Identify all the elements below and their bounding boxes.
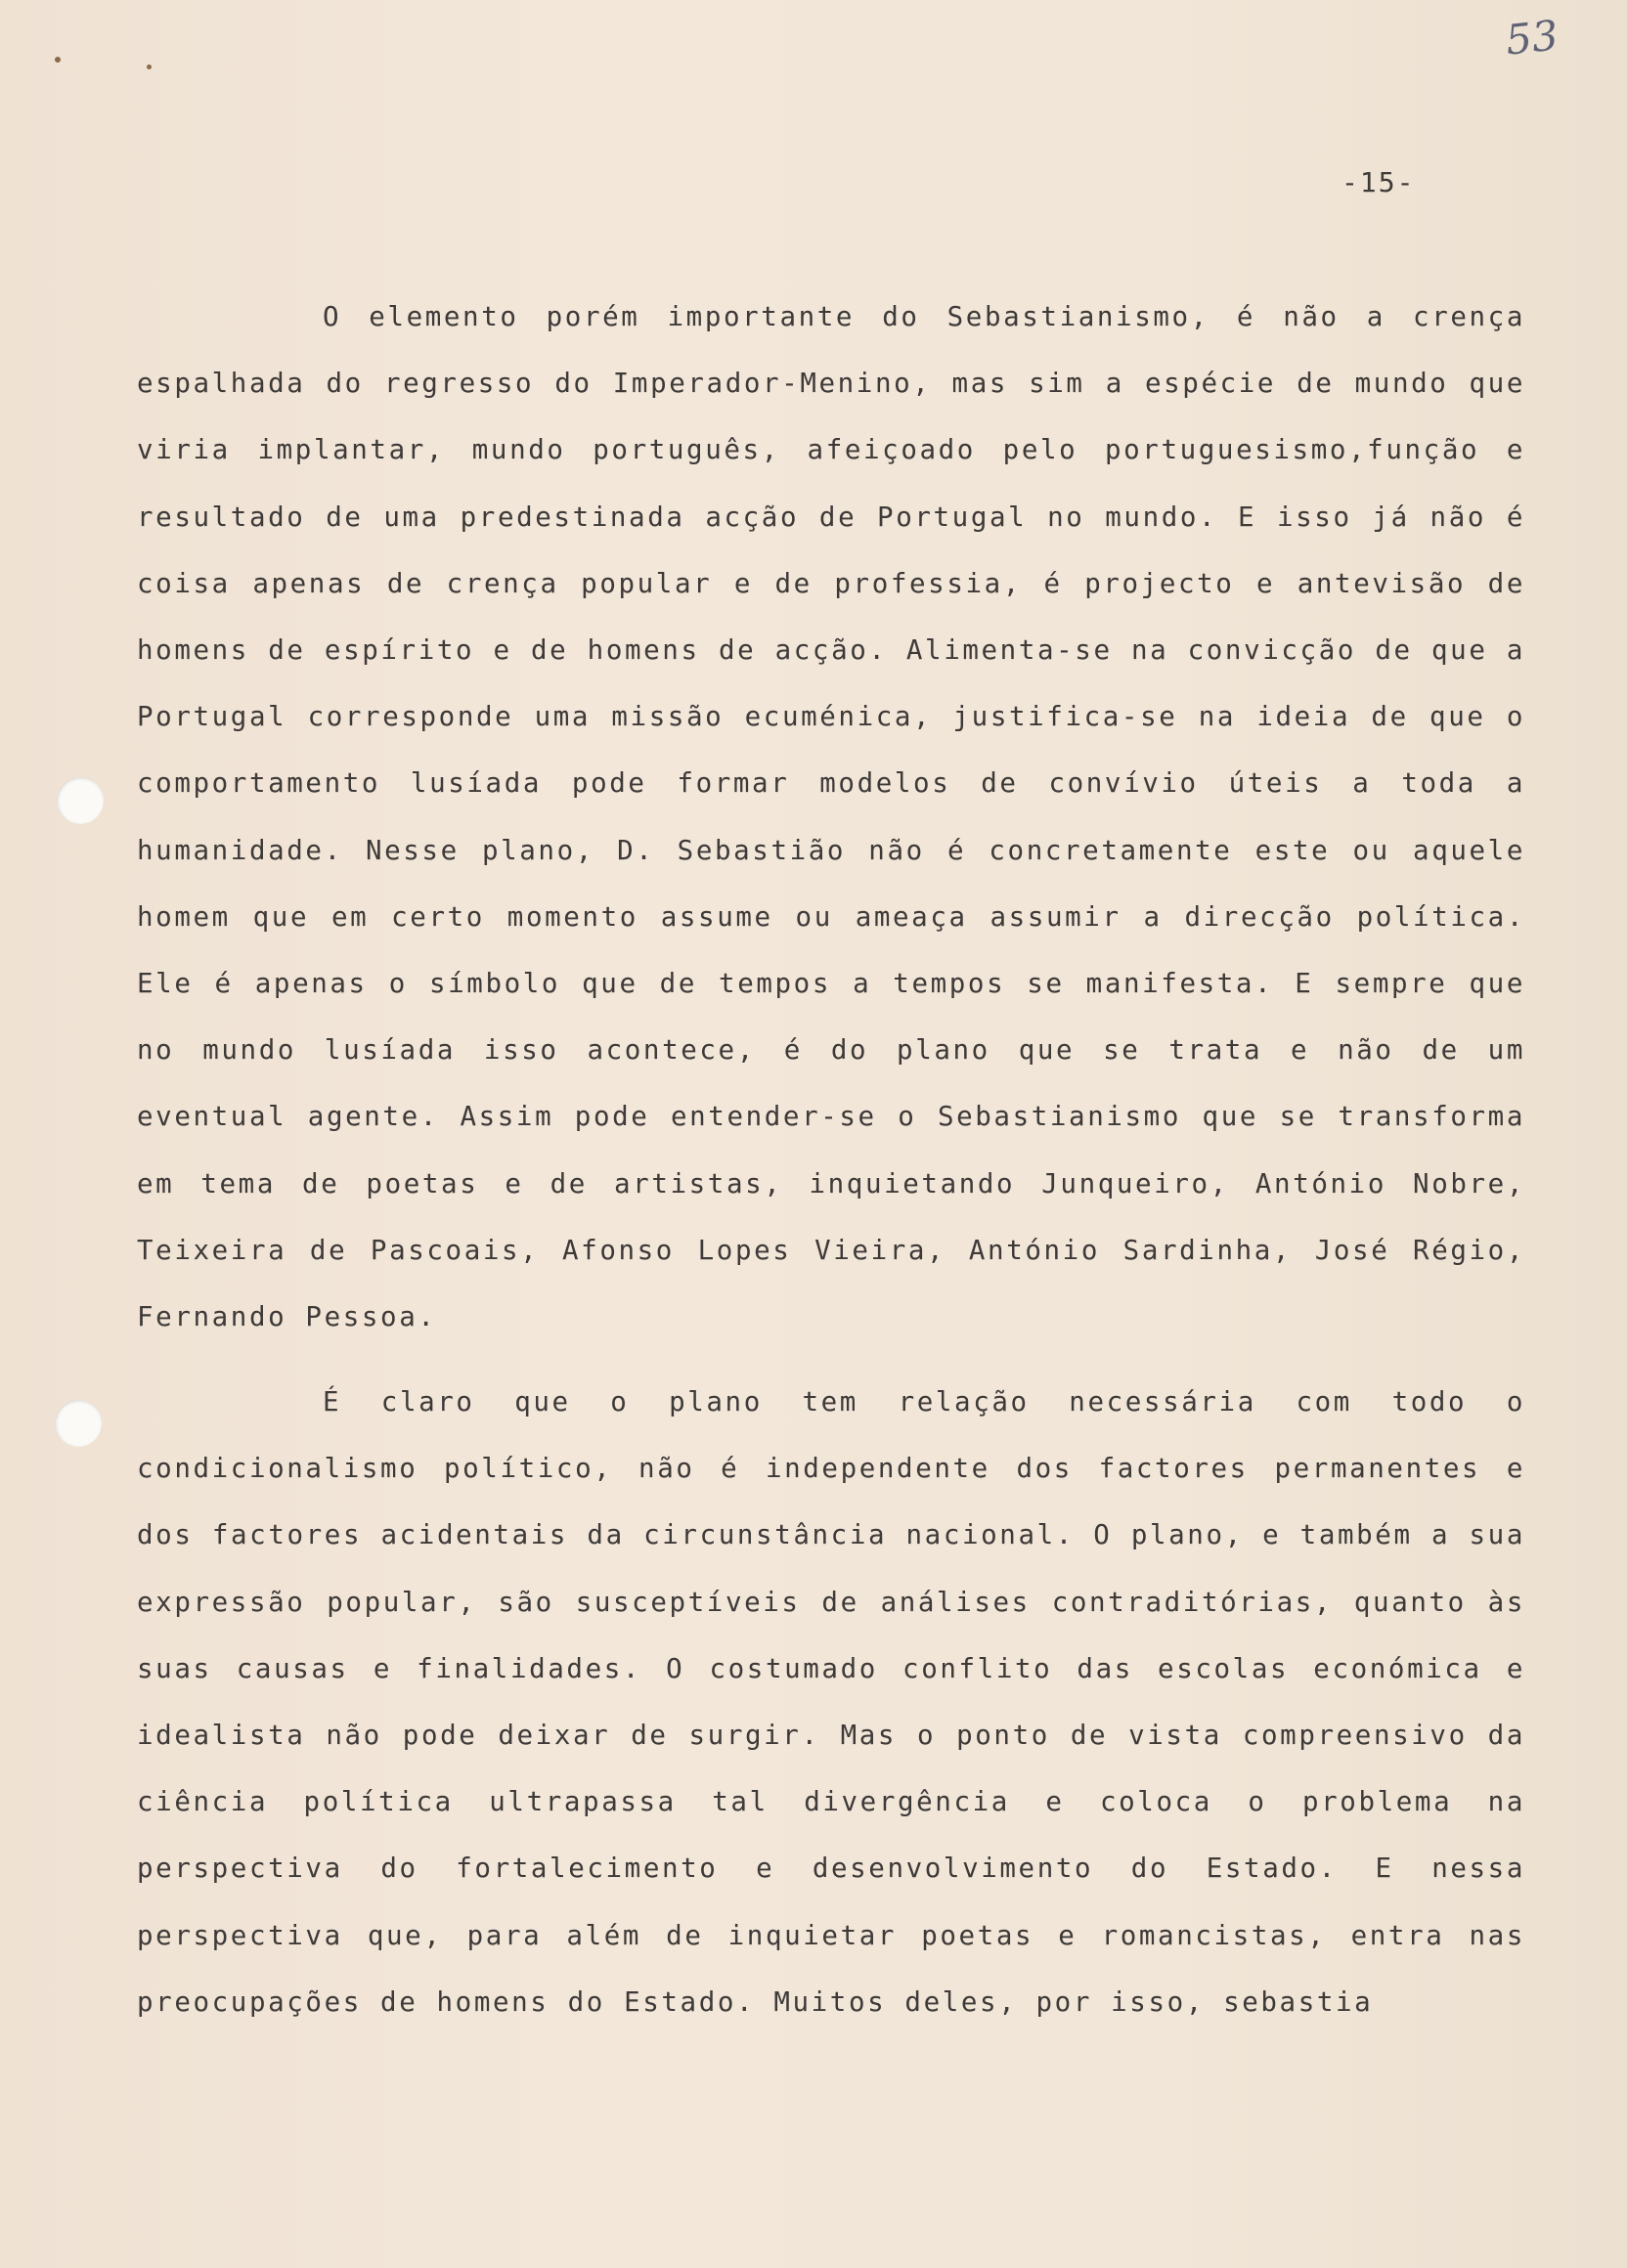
paper-speck xyxy=(55,57,61,63)
paragraph-text: É claro que o plano tem relação necessária com todo o condicionalismo político, não é independente dos factores permanentes e dos factores acidentais da circunstância nacional. O plano, e também a sua expressão popular, são susceptíveis de análises contraditórias, quanto às suas causas e finalidades. O costumado conflito das escolas económica e idealista não pode deixar de surgir. Mas o ponto de vista compreensivo da ciência política ultrapassa tal divergência e coloca o problema na perspectiva do fortalecimento e desenvolvimento do Estado. E nessa perspectiva que, para além de inquietar poetas e romancistas, entra nas preocupações de homens do Estado. Muitos deles, por isso, sebastia xyxy=(137,1386,1525,2018)
paper-speck xyxy=(147,65,152,69)
handwritten-folio-number: 53 xyxy=(1503,11,1561,65)
punch-hole-bottom xyxy=(55,1400,102,1447)
body-paragraph-1 xyxy=(137,284,1525,1350)
punch-hole-top xyxy=(57,777,104,824)
body-paragraph-2 xyxy=(137,1369,1525,2035)
paragraph-text: O elemento porém importante do Sebastianismo, é não a crença espalhada do regresso do Imperador-Menino, mas sim a espécie de mundo que viria implantar, mundo português, afeiçoado pelo portuguesismo,função e resultado de uma predestinada acção de Portugal no mundo. E isso já não é coisa apenas de crença popular e de professia, é projecto e antevisão de homens de espírito e de homens de acção. Alimenta-se na convicção de que a Portugal corresponde uma missão ecuménica, justifica-se na ideia de que o comportamento lusíada pode formar modelos de convívio úteis a toda a humanidade. Nesse plano, D. Sebastião não é concretamente este ou aquele homem que em certo momento assume ou ameaça assumir a direcção política. Ele é apenas o símbolo que de tempos a tempos se manifesta. E sempre que no mundo lusíada isso acontece, é do plano que se trata e não de um eventual agente. Assim pode entender-se o Sebastianismo que se transforma em tema de poetas e de artistas, inquietando Junqueiro, António Nobre, Teixeira de Pascoais, Afonso Lopes Vieira, António Sardinha, José Régio, Fernando Pessoa. xyxy=(137,301,1525,1333)
page-number: -15- xyxy=(1341,166,1416,198)
